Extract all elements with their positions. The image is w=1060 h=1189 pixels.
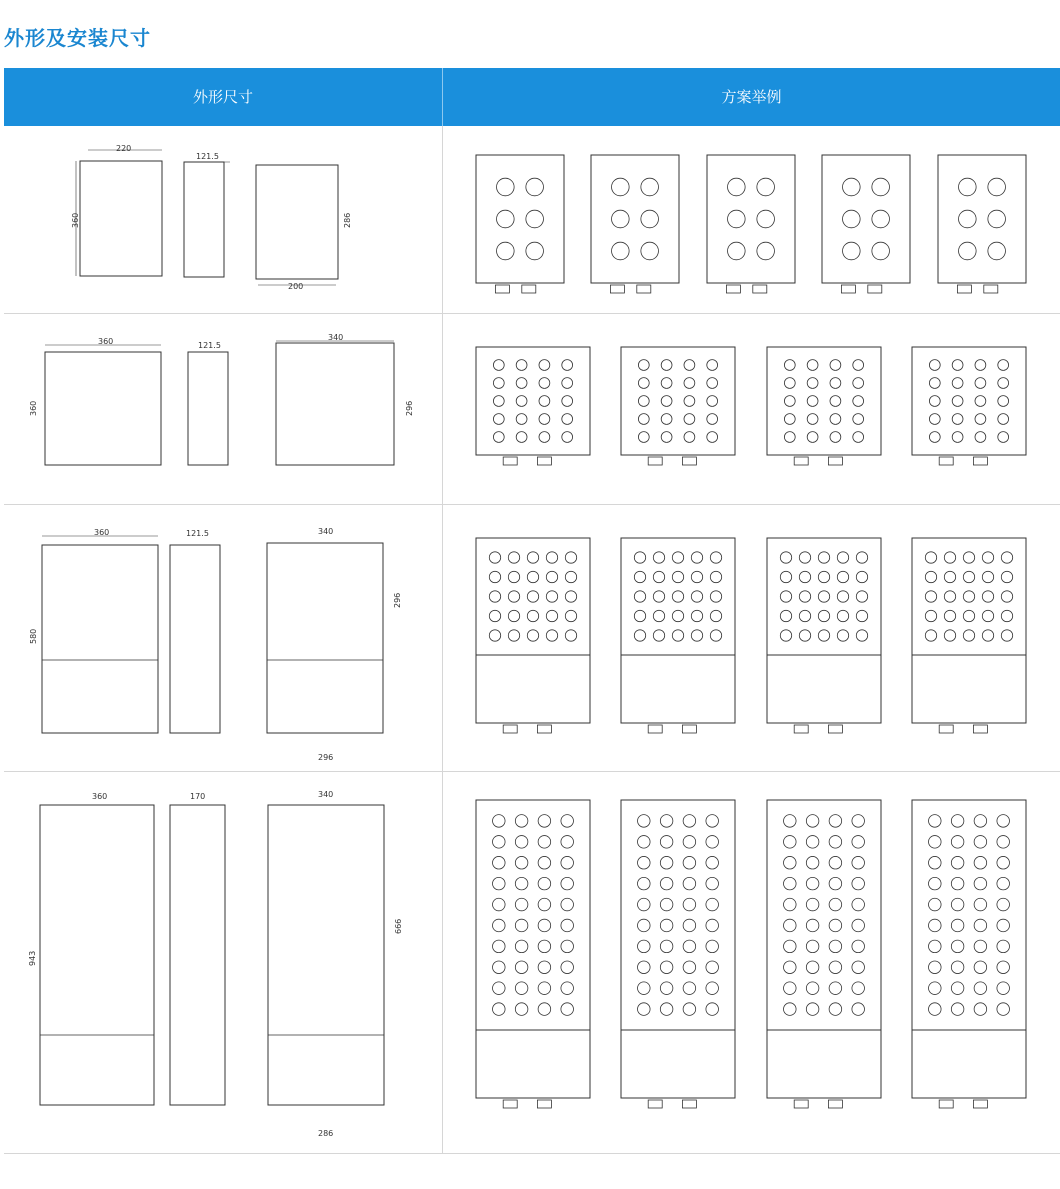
row4-bottom-width-label: 286 [318,1129,334,1138]
row1-height-label: 360 [71,212,80,228]
row2-width-label: 360 [98,337,114,346]
row2-depth-label: 121.5 [198,341,221,350]
row4-back-width-label: 340 [318,790,334,799]
row1-width-label: 220 [116,144,132,153]
row3-width-label: 360 [94,528,110,537]
row1-back-height-label: 286 [343,212,352,228]
row3-back-width-label: 340 [318,527,334,536]
header-dimensions: 外形尺寸 [192,88,253,106]
row4-example-boxes [476,800,1026,1108]
row3-depth-label: 121.5 [186,529,209,538]
row4-front-view [28,792,154,1105]
row4-back-height-label: 666 [394,918,403,934]
row3-bottom-width-label: 296 [318,753,334,762]
row3-back-height-label: 296 [393,592,402,608]
row4-side-view [170,792,225,1105]
row4-width-label: 360 [92,792,108,801]
row2-back-height-label: 296 [405,400,414,416]
row2-height-label: 360 [29,400,38,416]
row3-height-label: 580 [29,628,38,644]
row1-back-width-label: 200 [288,282,304,291]
row1-depth-label: 121.5 [196,152,219,161]
page-title: 外形及安装尺寸 [4,26,151,50]
header-examples: 方案举例 [721,88,782,106]
row4-height-label: 943 [28,950,37,966]
row4-depth-label: 170 [190,792,206,801]
row2-back-width-label: 340 [328,333,344,342]
row4-back-view [268,790,403,1138]
